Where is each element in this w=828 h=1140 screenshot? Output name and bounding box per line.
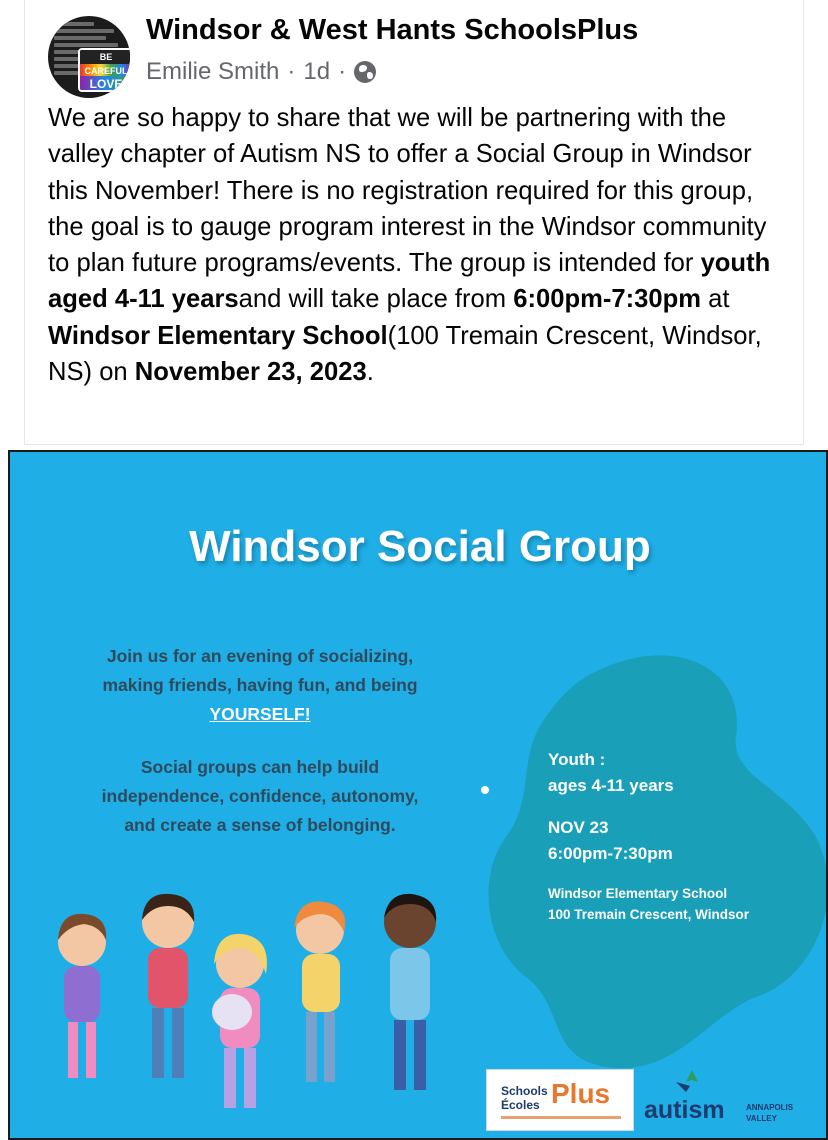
flyer-intro xyxy=(50,642,470,729)
post-text-segment: and will take place from xyxy=(238,285,514,314)
post-text-segment: We are so happy to share that we will be partnering with the valley chapter of Autism NS to offer a Social Group in Windsor this November! There is no registration required for this group, the goal is to gauge program interest in the Windsor community to plan future programs/events. The group is intended for xyxy=(48,104,767,278)
autism-logo-icon xyxy=(672,1068,712,1098)
post-meta xyxy=(146,58,376,86)
event-date: NOV 23 xyxy=(548,818,609,837)
post-text-bold: 6:00pm-7:30pm xyxy=(513,285,701,314)
child-figure-3 xyxy=(212,934,267,1108)
children-illustration xyxy=(40,882,480,1132)
venue-name: Windsor Elementary School xyxy=(548,886,728,901)
child-figure-2 xyxy=(142,894,194,1078)
flyer-left-copy xyxy=(50,642,470,864)
post-time-link[interactable]: 1d xyxy=(303,58,331,85)
page-avatar[interactable] xyxy=(48,16,130,98)
autism-logo-word: autism xyxy=(644,1096,725,1124)
autism-ns-logo xyxy=(644,1066,736,1132)
post-text-segment: at xyxy=(700,285,730,314)
ages-range: ages 4-11 years xyxy=(548,776,674,795)
youth-label: Youth : xyxy=(548,750,606,769)
event-details xyxy=(548,747,749,925)
avatar-badge-bottom: LOVE xyxy=(80,76,130,92)
post-text-bold: November 23, 2023 xyxy=(134,358,367,387)
decorative-dot xyxy=(481,786,489,794)
schoolsplus-logo-plus: Plus xyxy=(551,1078,611,1109)
annapolis-valley-label: ANNAPOLIS VALLEY xyxy=(746,1103,794,1123)
avatar-badge xyxy=(78,48,130,92)
page-name-link[interactable]: Windsor & West Hants SchoolsPlus xyxy=(146,14,639,46)
flyer-intro-line: Join us for an evening of socializing, xyxy=(106,646,414,666)
meta-separator: · xyxy=(287,58,296,85)
meta-separator: · xyxy=(338,58,347,85)
flyer-benefit-line: and create a sense of belonging. xyxy=(124,815,396,835)
globe-icon[interactable] xyxy=(354,61,376,83)
post-text-segment: . xyxy=(366,358,374,387)
post-body-text xyxy=(48,100,788,390)
post-text-bold: youth aged 4-11 years xyxy=(48,249,771,314)
logo-divider xyxy=(501,1116,621,1119)
flyer-image[interactable] xyxy=(8,450,828,1140)
child-figure-4 xyxy=(294,902,345,1082)
flyer-yourself: YOURSELF! xyxy=(209,704,311,724)
flyer-title: Windsor Social Group xyxy=(189,522,651,571)
schoolsplus-logo xyxy=(486,1069,634,1131)
avatar-badge-top: BE CAREFUL xyxy=(80,50,130,64)
flyer-intro-line: making friends, having fun, and being xyxy=(102,675,418,695)
flyer-benefit-line: independence, confidence, autonomy, xyxy=(101,786,419,806)
child-figure-5 xyxy=(384,894,436,1090)
post-text-segment: (100 Tremain Crescent, Windsor, NS) on xyxy=(48,321,762,387)
venue-address: 100 Tremain Crescent, Windsor xyxy=(548,907,749,922)
flyer-benefit-line: Social groups can help build xyxy=(140,757,380,777)
author-name-link[interactable]: Emilie Smith xyxy=(146,58,280,85)
post-text-bold: Windsor Elementary School xyxy=(48,321,388,350)
child-figure-1 xyxy=(58,914,106,1078)
event-time: 6:00pm-7:30pm xyxy=(548,844,673,863)
schoolsplus-logo-text: Schools Écoles xyxy=(501,1084,548,1112)
flyer-benefits xyxy=(50,753,470,840)
